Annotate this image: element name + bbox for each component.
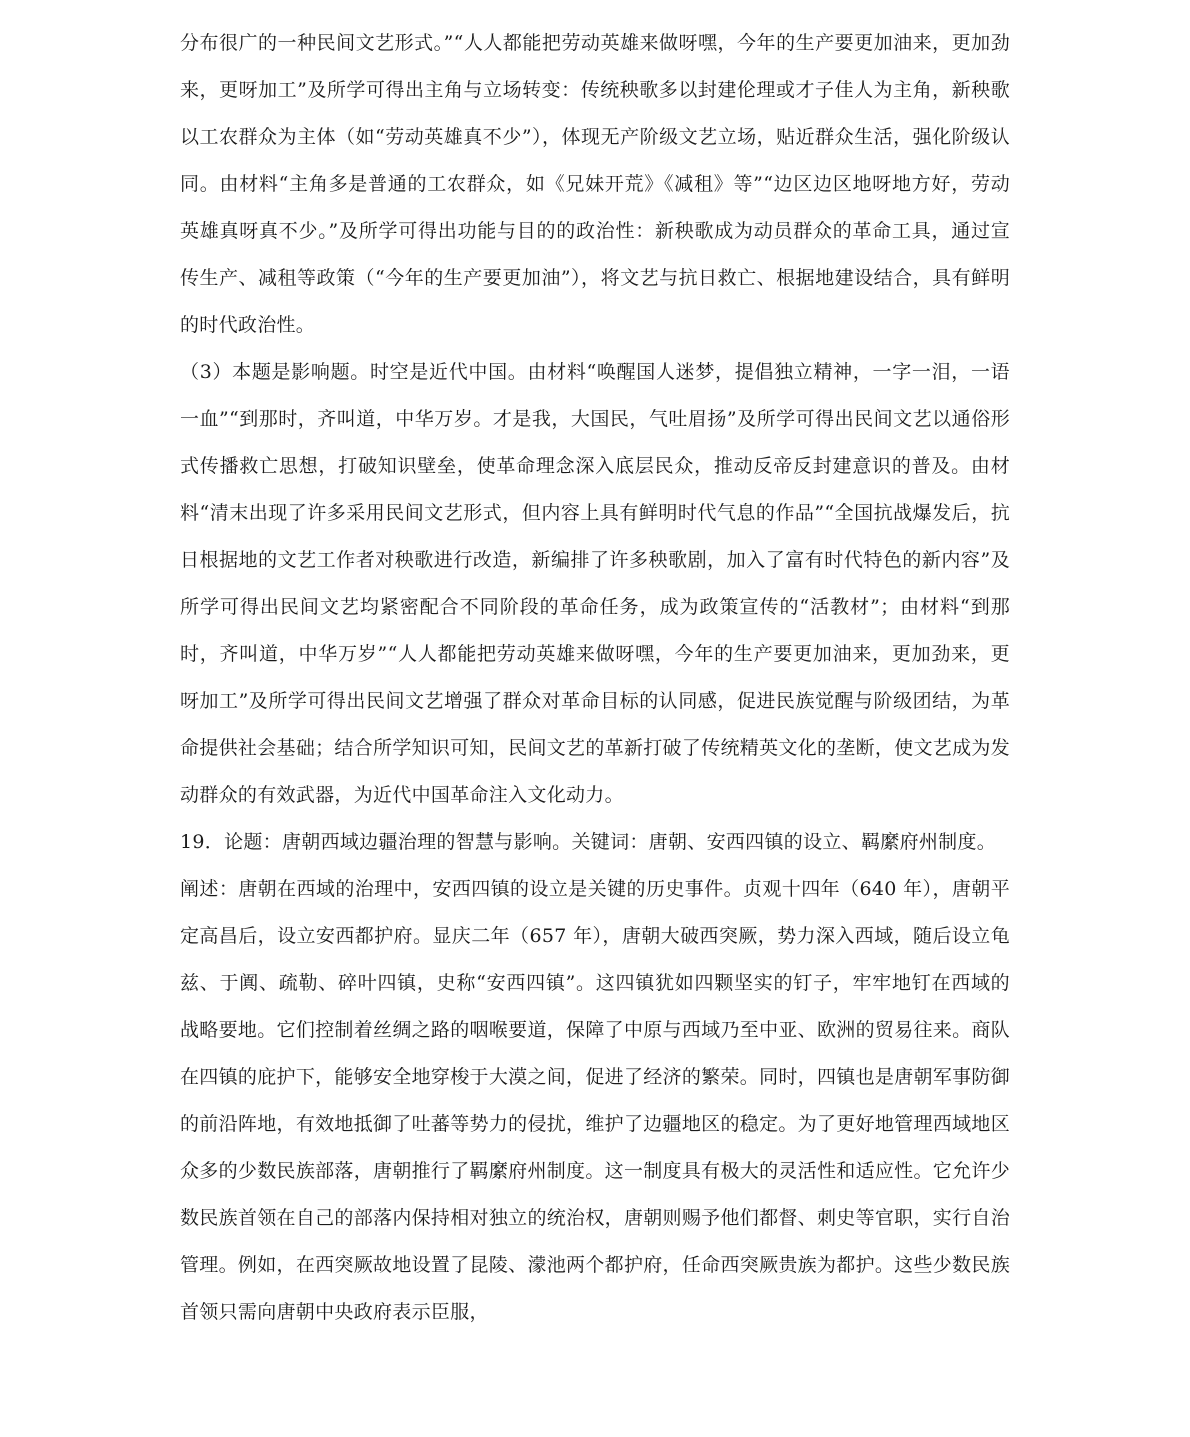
document-page bbox=[180, 20, 1010, 1336]
paragraph-new-yangge-analysis: 分布很广的一种民间文艺形式。”“人人都能把劳动英雄来做呀嘿，今年的生产要更加油来，更加劲来，更呀加工”及所学可得出主角与立场转变：传统秧歌多以封建伦理或才子佳人为主角，新秧歌以工农群众为主体（如“劳动英雄真不少”），体现无产阶级文艺立场，贴近群众生活，强化阶级认同。由材料“主角多是普通的工农群众，如《兄妹开荒》《减租》等”“边区边区地呀地方好，劳动英雄真呀真不少。”及所学可得出功能与目的的政治性：新秧歌成为动员群众的革命工具，通过宣传生产、减租等政策（“今年的生产要更加油”），将文艺与抗日救亡、根据地建设结合，具有鲜明的时代政治性。 bbox=[180, 32, 1010, 336]
paragraph-question-19-elaboration: 阐述：唐朝在西域的治理中，安西四镇的设立是关键的历史事件。贞观十四年（640 年），唐朝平定高昌后，设立安西都护府。显庆二年（657 年），唐朝大破西突厥，势力深入西域，随后设立龟兹、于阗、疏勒、碎叶四镇，史称“安西四镇”。这四镇犹如四颗坚实的钉子，牢牢地钉在西域的战略要地。它们控制着丝绸之路的咽喉要道，保障了中原与西域乃至中亚、欧洲的贸易往来。商队在四镇的庇护下，能够安全地穿梭于大漠之间，促进了经济的繁荣。同时，四镇也是唐朝军事防御的前沿阵地，有效地抵御了吐蕃等势力的侵扰，维护了边疆地区的稳定。为了更好地管理西域地区众多的少数民族部落，唐朝推行了羁縻府州制度。这一制度具有极大的灵活性和适应性。它允许少数民族首领在自己的部落内保持相对独立的统治权，唐朝则赐予他们都督、刺史等官职，实行自治管理。例如，在西突厥故地设置了昆陵、濛池两个都护府，任命西突厥贵族为都护。这些少数民族首领只需向唐朝中央政府表示臣服， bbox=[180, 878, 1010, 1323]
paragraph-question-3-impact: （3）本题是影响题。时空是近代中国。由材料“唤醒国人迷梦，提倡独立精神，一字一泪，一语一血”“到那时，齐叫道，中华万岁。才是我，大国民，气吐眉扬”及所学可得出民间文艺以通俗形式传播救亡思想，打破知识壁垒，使革命理念深入底层民众，推动反帝反封建意识的普及。由材料“清末出现了许多采用民间文艺形式，但内容上具有鲜明时代气息的作品”“全国抗战爆发后，抗日根据地的文艺工作者对秧歌进行改造，新编排了许多秧歌剧，加入了富有时代特色的新内容”及所学可得出民间文艺均紧密配合不同阶段的革命任务，成为政策宣传的“活教材”；由材料“到那时，齐叫道，中华万岁”“人人都能把劳动英雄来做呀嘿，今年的生产要更加油来，更加劲来，更呀加工”及所学可得出民间文艺增强了群众对革命目标的认同感，促进民族觉醒与阶级团结，为革命提供社会基础；结合所学知识可知，民间文艺的革新打破了传统精英文化的垄断，使文艺成为发动群众的有效武器，为近代中国革命注入文化动力。 bbox=[180, 361, 1010, 806]
paragraph-question-19-topic: 19．论题：唐朝西域边疆治理的智慧与影响。关键词：唐朝、安西四镇的设立、羁縻府州制度。 bbox=[180, 831, 997, 853]
